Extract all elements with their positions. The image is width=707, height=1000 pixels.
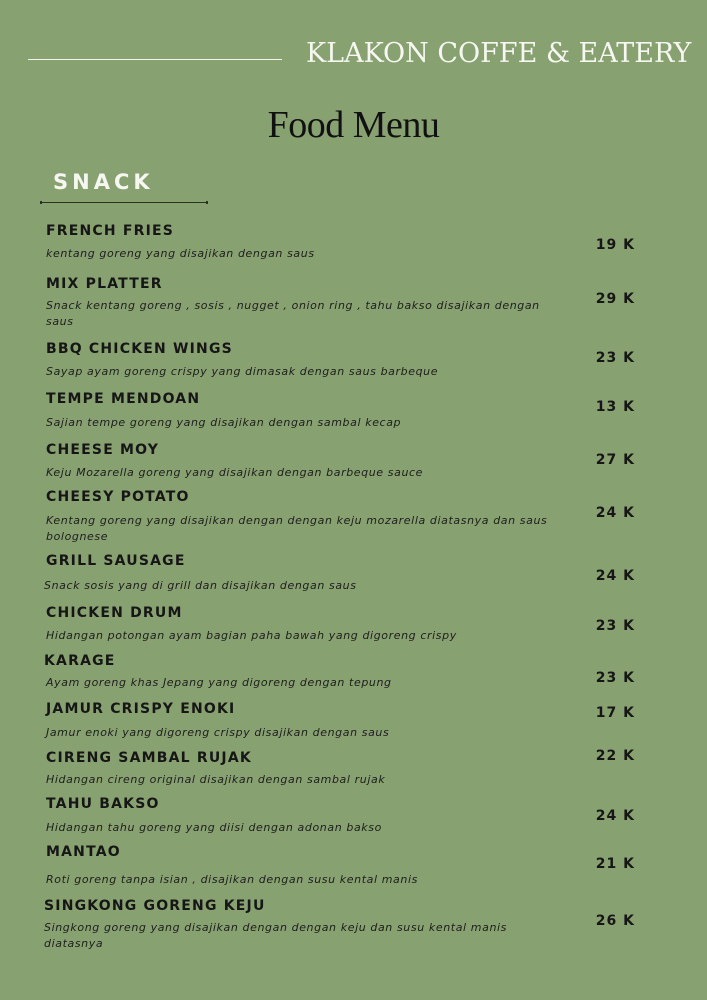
item-name: KARAGE — [44, 653, 116, 669]
item-description: Sayap ayam goreng crispy yang dimasak dengan saus barbeque — [46, 365, 439, 378]
item-description: Roti goreng tanpa isian , disajikan dengan susu kental manis — [46, 873, 418, 886]
item-price: 24 K — [595, 568, 635, 584]
header-divider — [28, 59, 282, 60]
item-price: 27 K — [595, 452, 635, 468]
brand-name: KLAKON COFFE & EATERY — [306, 38, 692, 69]
item-price: 23 K — [595, 670, 635, 686]
item-description: Hidangan tahu goreng yang diisi dengan adonan bakso — [46, 821, 382, 834]
item-price: 29 K — [595, 291, 635, 307]
item-name: FRENCH FRIES — [46, 223, 175, 239]
item-name: GRILL SAUSAGE — [46, 553, 186, 569]
item-description: kentang goreng yang disajikan dengan saus — [46, 247, 315, 260]
item-name: CHEESY POTATO — [46, 489, 190, 505]
item-name: MANTAO — [46, 844, 121, 860]
item-description: Snack sosis yang di grill dan disajikan dengan saus — [44, 579, 357, 592]
item-price: 13 K — [595, 399, 635, 415]
item-description: Keju Mozarella goreng yang disajikan dengan barbeque sauce — [46, 466, 424, 479]
item-price: 24 K — [595, 505, 635, 521]
item-description: Ayam goreng khas Jepang yang digoreng dengan tepung — [46, 676, 392, 689]
item-price: 23 K — [595, 618, 635, 634]
item-price: 17 K — [595, 705, 635, 721]
section-title: SNACK — [53, 170, 154, 194]
item-name: MIX PLATTER — [46, 276, 163, 292]
item-description: Hidangan potongan ayam bagian paha bawah yang digoreng crispy — [46, 629, 457, 642]
item-name: CHEESE MOY — [46, 442, 160, 458]
item-name: SINGKONG GORENG KEJU — [44, 898, 266, 914]
item-description: Jamur enoki yang digoreng crispy disajikan dengan saus — [46, 726, 390, 739]
section-divider — [40, 202, 208, 203]
item-price: 23 K — [595, 350, 635, 366]
item-price: 22 K — [595, 748, 635, 764]
item-name: JAMUR CRISPY ENOKI — [46, 701, 236, 717]
item-name: CIRENG SAMBAL RUJAK — [46, 750, 252, 766]
item-price: 24 K — [595, 808, 635, 824]
page-title: Food Menu — [267, 104, 440, 146]
item-price: 26 K — [595, 913, 635, 929]
item-name: BBQ CHICKEN WINGS — [46, 341, 233, 357]
item-price: 21 K — [595, 856, 635, 872]
item-name: TAHU BAKSO — [46, 796, 160, 812]
item-description: Snack kentang goreng , sosis , nugget , onion ring , tahu bakso disajikan dengan saus — [46, 299, 540, 328]
item-description: Singkong goreng yang disajikan dengan dengan keju dan susu kental manis diatasnya — [44, 921, 508, 950]
item-price: 19 K — [595, 237, 635, 253]
item-description: Sajian tempe goreng yang disajikan dengan sambal kecap — [46, 416, 402, 429]
item-name: TEMPE MENDOAN — [46, 391, 201, 407]
item-name: CHICKEN DRUM — [46, 605, 183, 621]
item-description: Hidangan cireng original disajikan dengan sambal rujak — [46, 773, 386, 786]
item-description: Kentang goreng yang disajikan dengan dengan keju mozarella diatasnya dan saus bolognese — [46, 514, 548, 543]
